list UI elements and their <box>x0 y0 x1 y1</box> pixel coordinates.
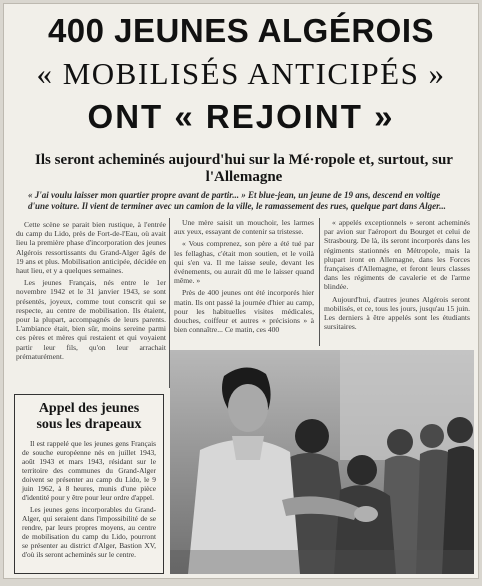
news-photo <box>170 350 474 574</box>
column-1-paragraph: Les jeunes Français, nés entre le 1er novembre 1942 et le 31 janvier 1943, se sont présentés, joyeux, comme tout conscrit qui se respecte, au centre de mobilisation. Ils étaient, pour la plupart, accompagnés de leurs parents. L'ambiance était, bien sûr, moins sereine parmi ces pères et mères qui restaient et qui voyaient partir leur fils, qu'on leur arrachait prématurément. <box>16 278 166 361</box>
notice-box-paragraph: Les jeunes gens incorporables du Grand-Alger, qui seraient dans l'impossibilité de se rendre, par leurs propres moyens, au centre de mobilisation du camp du Lido, pourront se présenter au district d'Alger, Bastion XV, d'où ils seront acheminés sur le centre. <box>22 505 156 559</box>
headline-line-3: ONT « REJOINT » <box>87 98 395 135</box>
article-column-1 <box>16 220 166 364</box>
notice-box <box>14 394 164 574</box>
notice-box-paragraph: Il est rappelé que les jeunes gens Français de souche européenne nés en juillet 1943, août 1943 et mars 1943, résidant sur le territoire des communes du Grand-Alger doivent se présenter au camp du Lido, le 9 juin 1962, à 8 heures, munis d'une pièce d'identité pour y être pour leur ordre d'appel. <box>22 439 156 502</box>
intro-paragraph: « J'ai voulu laisser mon quartier propre avant de partir... » Et blue-jean, un jeune de 19 ans, descend en voltige d'une voiture. Il vient de terminer avec un camion de la ville, le ramassement des rues, quelque part dans Alger... <box>28 190 446 211</box>
column-2-paragraph: Près de 400 jeunes ont été incorporés hier matin. Ils ont passé la journée d'hier au camp, pour les habituelles visites médicales, douches, coiffeur et autres « précisions » à bien connaître... Ce matin, ces 400 <box>174 288 314 335</box>
notice-box-title <box>15 401 163 433</box>
newspaper-clipping <box>4 4 478 578</box>
column-2-paragraph: Une mère saisit un mouchoir, les larmes aux yeux, essayant de contenir sa tristesse. <box>174 218 314 237</box>
headline-line-1: 400 JEUNES ALGÉROIS <box>47 12 435 49</box>
headline-line-2: « MOBILISÉS ANTICIPÉS » <box>36 56 446 91</box>
column-divider <box>319 218 320 346</box>
article-column-2 <box>174 218 314 337</box>
column-3-paragraph: Aujourd'hui, d'autres jeunes Algérois seront mobilisés, et ce, tous les jours, jusqu'au 15 juin. Les derniers à être appelés sont les étudiants sursitaires. <box>324 294 470 332</box>
notice-box-title-line-1: Appel des jeunes <box>38 401 140 416</box>
subheadline: Ils seront acheminés aujourd'hui sur la Mé·ropole et, surtout, sur l'Allemagne <box>35 152 453 185</box>
article-column-3 <box>324 218 470 334</box>
notice-box-body <box>22 439 156 559</box>
column-1-paragraph: Cette scène se parait bien rustique, à l'entrée du camp du Lido, près de Fort-de-l'Eau, où avait lieu la première phase d'incorporation des jeunes Algérois ressortissants du Grand-Alger âgés de 19 ans et plus. Mobilisation anticipée, décidée en haut lieu, et y a quelques semaines. <box>16 220 166 276</box>
column-3-paragraph: « appelés exceptionnels » seront acheminés par avion sur l'aéroport du Bourget et celui de Strasbourg. De là, ils seront incorporés dans les régiments stationnés en Métropole, mais la plupart iront en Allemagne, dans les Forces françaises d'Allemagne, et feront leurs classes dans les régiments de cavalerie et de l'arme blindée. <box>324 218 470 292</box>
notice-box-title-line-2: sous les drapeaux <box>36 417 142 432</box>
column-2-paragraph: « Vous comprenez, son père a été tué par les fellaghas, c'était mon soutien, et le voilà qui s'en va. Il me laisse seule, devant les événements, ou aurait dû me le laisser quand même. » <box>174 239 314 286</box>
photo-conscripts-illustration <box>170 350 474 574</box>
